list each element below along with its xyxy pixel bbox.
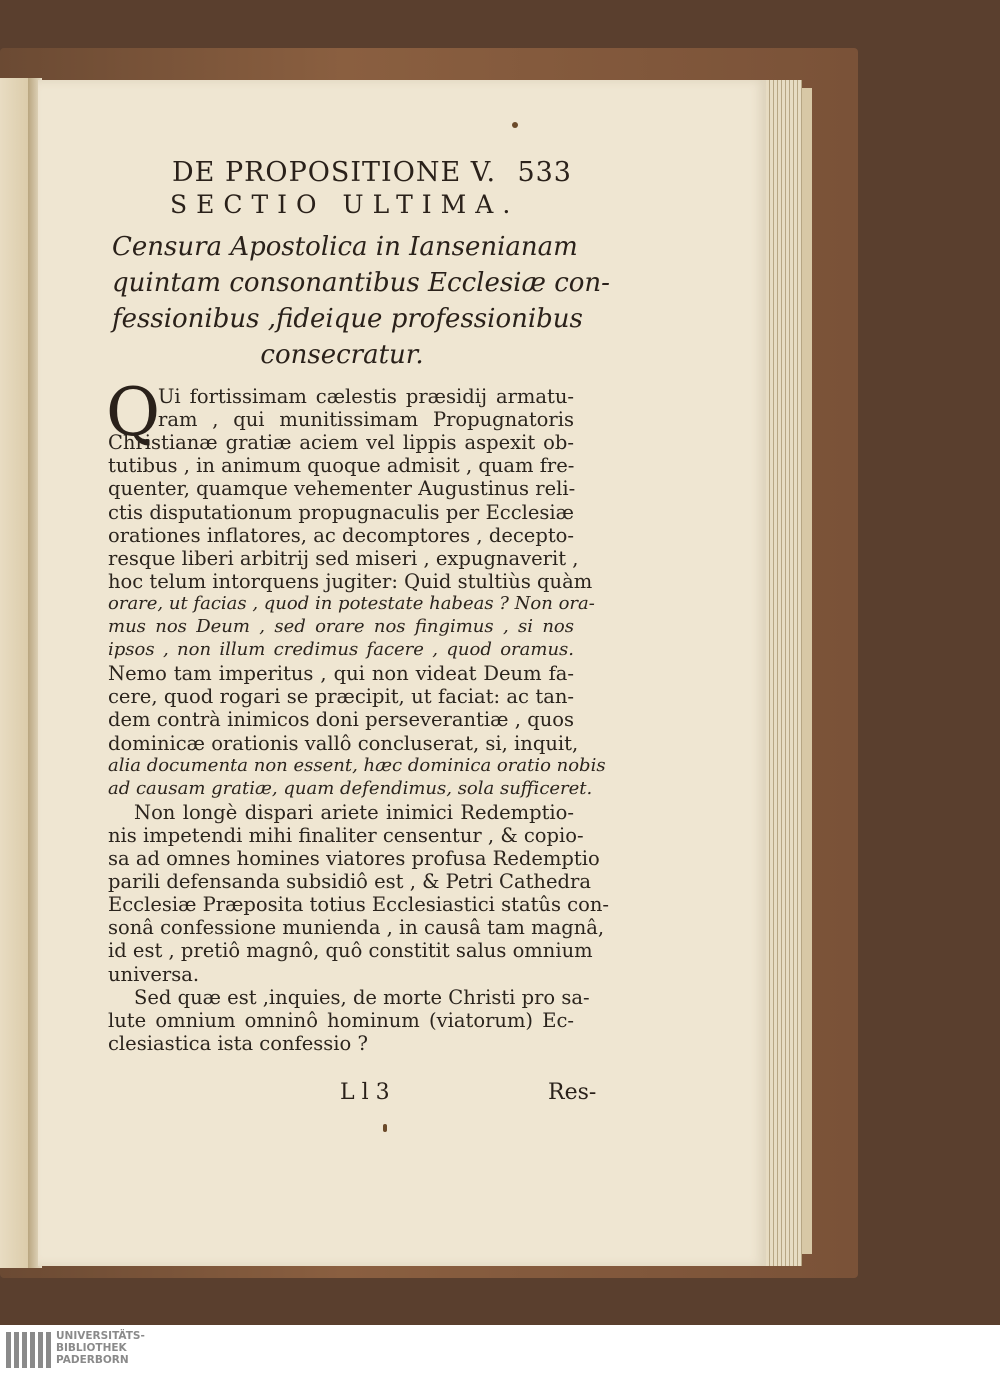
text-line: Nemo tam imperitus , qui non videat Deum fa- <box>108 662 574 686</box>
subtitle-line: quintam consonantibus Ecclesiæ con- <box>112 268 610 298</box>
logo-line: BIBLIOTHEK <box>56 1342 127 1354</box>
page-number: 533 <box>517 157 572 188</box>
text-line: Ecclesiæ Præposita totius Ecclesiastici statûs con- <box>108 893 609 917</box>
page-edges <box>766 80 802 1266</box>
header-title: DE PROPOSITIONE V. <box>172 157 497 188</box>
text-line: Sed quæ est ,inquies, de morte Christi pro sa- <box>134 985 590 1009</box>
text-line: Non longè dispari ariete inimici Redemptio- <box>134 800 574 824</box>
text-line: clesiastica ista confessio ? <box>108 1031 368 1055</box>
text-line: quenter, quamque vehementer Augustinus reli- <box>108 477 576 501</box>
subtitle-line: fessionibus ,fideique professionibus <box>112 304 583 334</box>
text-line: ipsos , non illum credimus facere , quod oramus. <box>108 639 574 661</box>
text-line: parili defensanda subsidiô est , & Petri Cathedra <box>108 870 591 894</box>
drop-cap: Q <box>106 374 161 451</box>
catchword: Res- <box>548 1080 597 1105</box>
text-line: nis impetendi mihi finaliter censentur , & copio- <box>108 823 584 847</box>
text-line: id est , pretiô magnô, quô constitit salus omnium <box>108 939 593 963</box>
text-line: ram , qui munitissimam Propugnatoris <box>158 408 574 432</box>
text-line: ctis disputationum propugnaculis per Ecclesiæ <box>108 500 574 524</box>
text-line: sonâ confessione munienda , in causâ tam magnâ, <box>108 916 605 940</box>
ink-spot <box>512 122 518 128</box>
text-line: ad causam gratiæ, quam defendimus, sola sufficeret. <box>108 777 593 799</box>
text-line: tutibus , in animum quoque admisit , quam fre- <box>108 454 575 478</box>
ink-spot <box>383 1124 387 1132</box>
text-line: mus nos Deum , sed orare nos fingimus , si nos <box>108 616 574 637</box>
library-logo-icon <box>6 1332 51 1368</box>
section-title: SECTIO ULTIMA. <box>170 190 520 219</box>
text-line: resque liberi arbitrij sed miseri , expugnaverit , <box>108 546 579 570</box>
text-line: sa ad omnes homines viatores profusa Redemptio <box>108 847 600 870</box>
text-line: alia documenta non essent, hæc dominica oratio nobis <box>108 754 606 776</box>
text-line: Christianæ gratiæ aciem vel lippis aspexit ob- <box>108 431 574 455</box>
subtitle-line: consecratur. <box>260 340 424 370</box>
page-edges-outer <box>802 88 812 1254</box>
library-logo-text <box>56 1330 145 1366</box>
text-line: universa. <box>108 962 200 986</box>
text-line: orare, ut facias , quod in potestate habeas ? Non ora- <box>108 592 595 614</box>
running-header <box>172 157 572 188</box>
text-line: Ui fortissimam cælestis præsidij armatu- <box>158 385 574 408</box>
logo-line: UNIVERSITÄTS- <box>56 1330 145 1342</box>
text-line: cere, quod rogari se præcipit, ut faciat: ac tan- <box>108 685 574 709</box>
text-line: lute omnium omninô hominum (viatorum) Ec- <box>108 1008 574 1032</box>
subtitle-line: Censura Apostolica in Iansenianam <box>112 232 578 262</box>
text-line: orationes inflatores, ac decomptores , decepto- <box>108 523 574 547</box>
footer <box>0 1325 1000 1377</box>
text-line: dem contrà inimicos doni perseverantiæ , quos <box>108 708 574 732</box>
logo-line: PADERBORN <box>56 1354 129 1366</box>
signature-mark: L l 3 <box>340 1080 390 1105</box>
text-line: hoc telum intorquens jugiter: Quid stultiùs quàm <box>108 569 593 593</box>
text-line: dominicæ orationis vallô concluserat, si, inquit, <box>108 731 579 755</box>
